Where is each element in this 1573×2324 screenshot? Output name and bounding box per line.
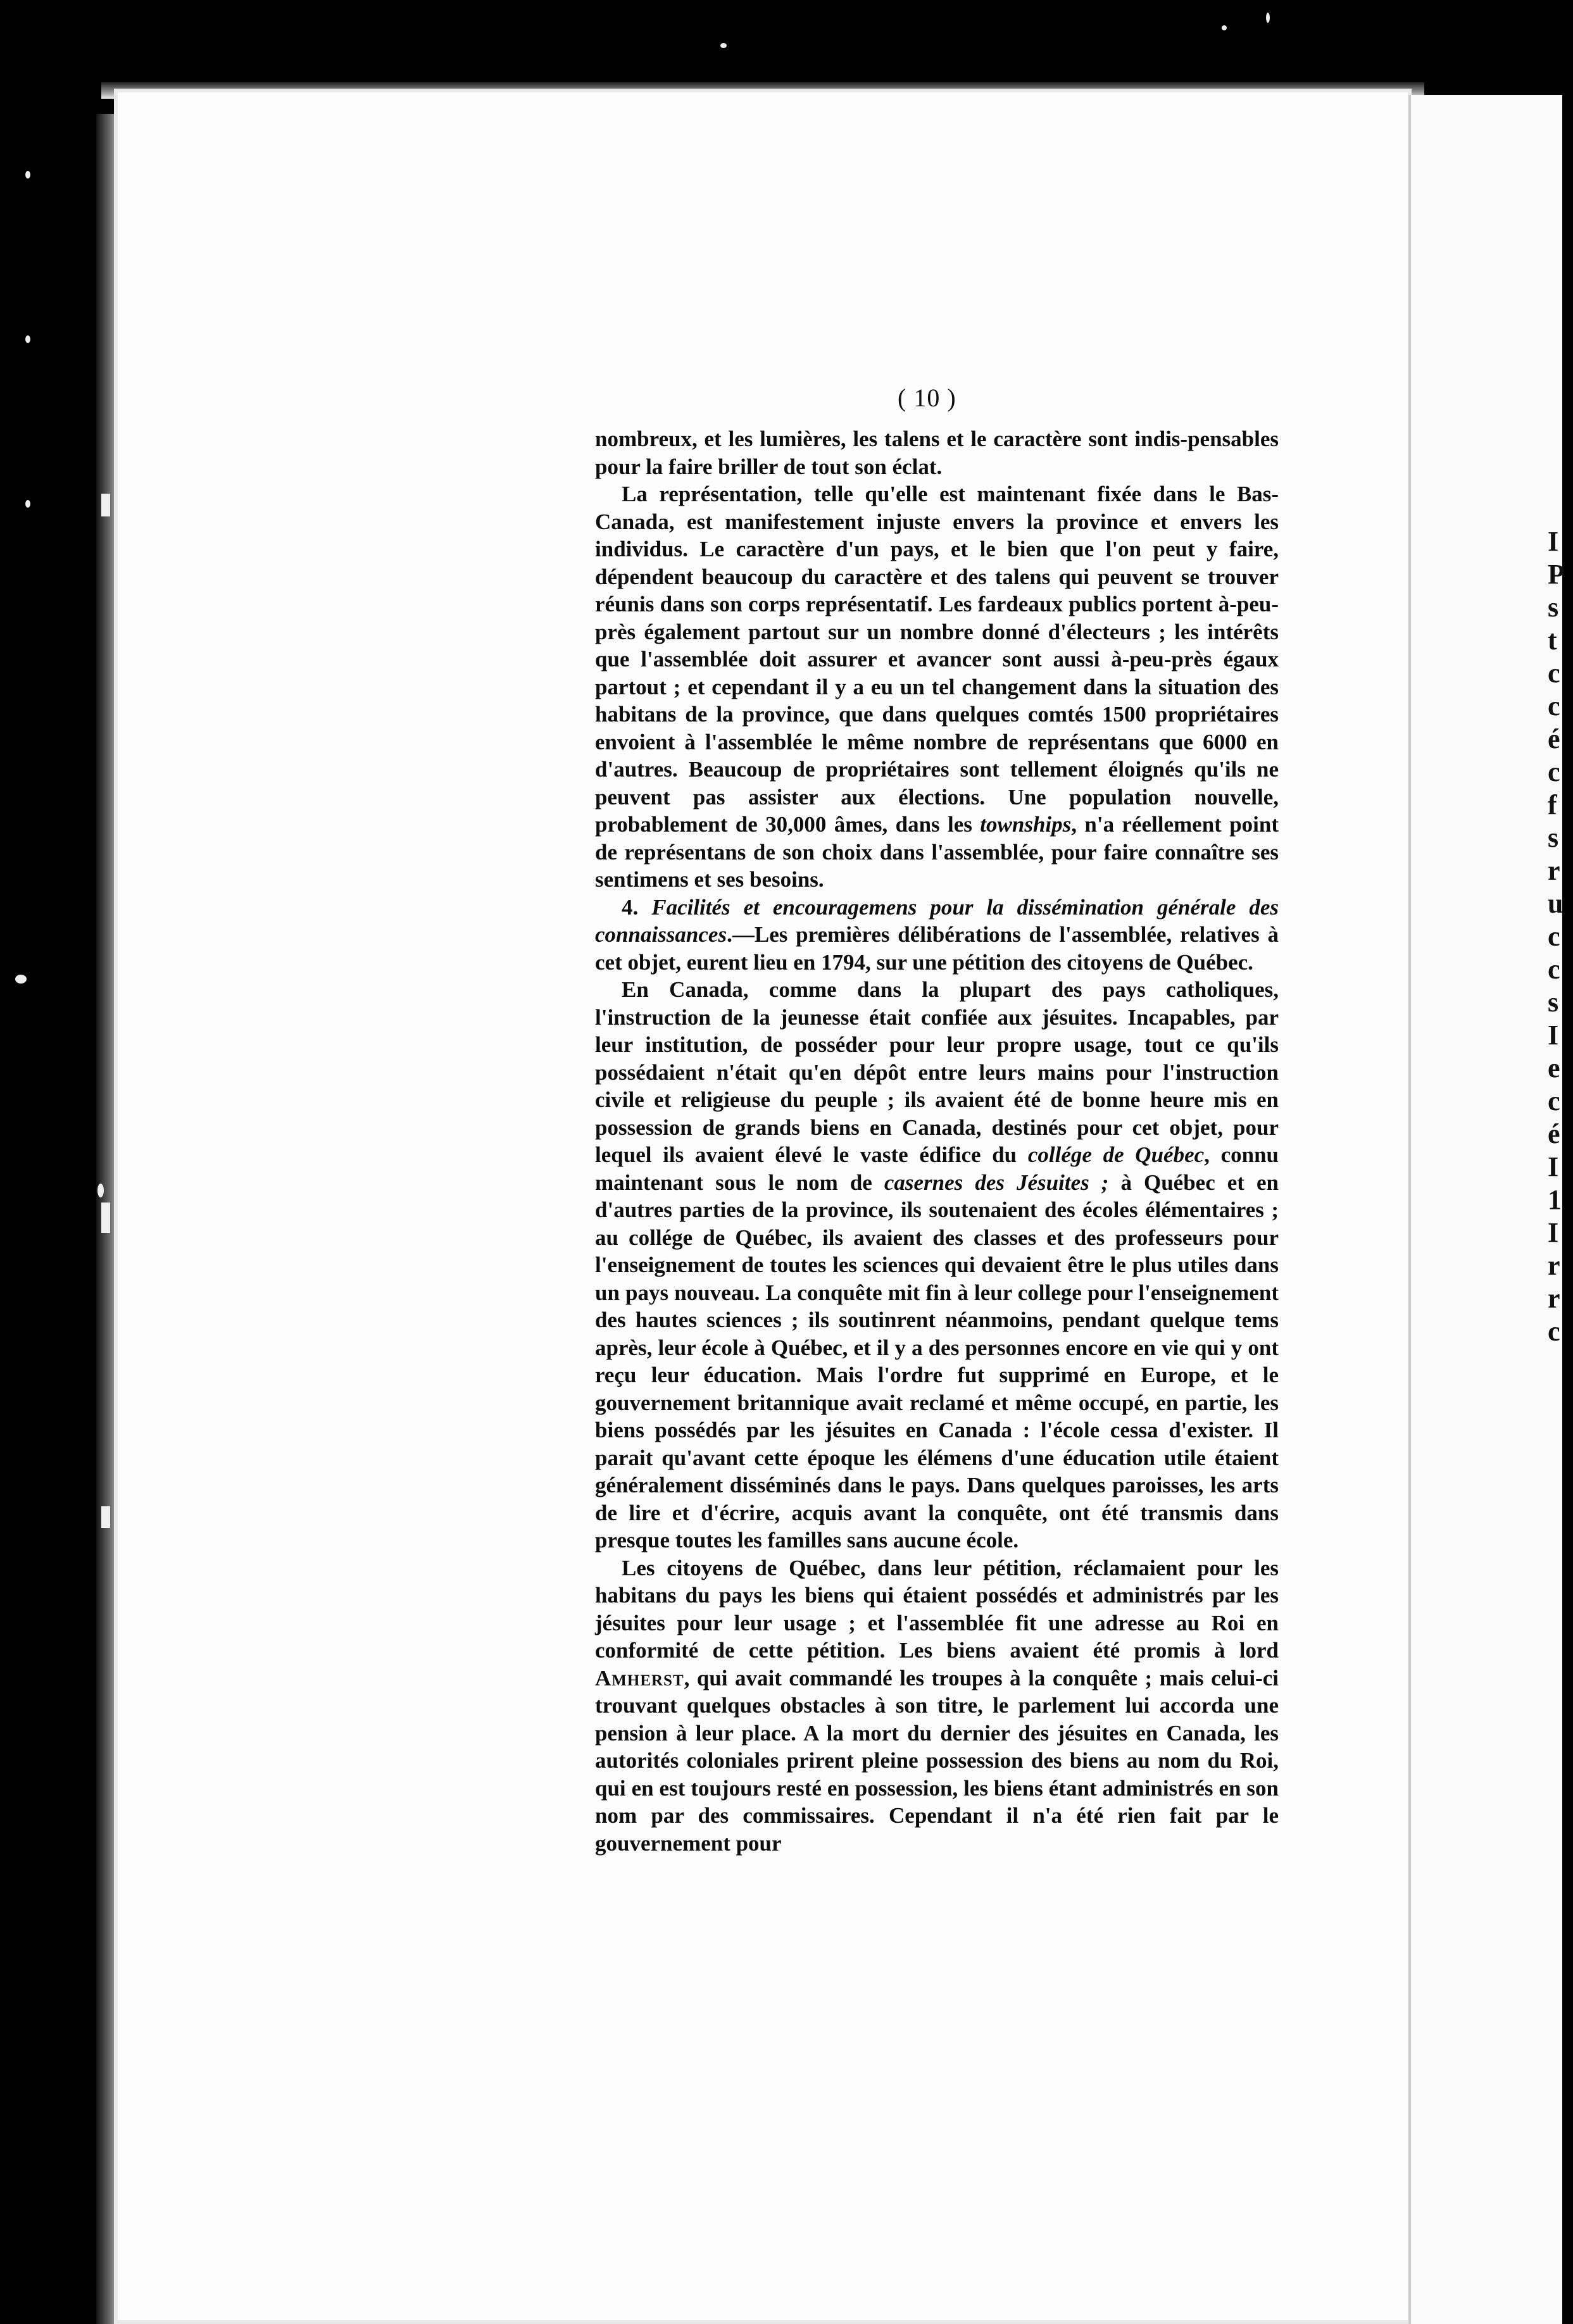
scan-speck [97, 1184, 104, 1197]
text-run: à Québec et en d'autres parties de la province, ils soutenaient des écoles élémentaires ; au collége de Québec, ils avaient des classes et des professeurs pour l'enseignement de toutes les sciences qui devaient être le plus utiles dans un pays nouveau. La conquête mit fin à leur college pour l'enseignement des hautes sciences ; ils soutinrent néanmoins, pendant quelque tems après, leur école à Québec, et il y a des personnes encore en vie qui y ont reçu leur éducation. Mais l'ordre fut supprimé en Europe, et le gouvernement britannique avait reclamé et même occupé, en partie, les biens possédés par les jésuites en Canada : l'école cessa d'exister. Il parait qu'avant cette époque les élémens d'une éducation utile étaient généralement disséminés dans le pays. Dans quelques paroisses, les arts de lire et d'écrire, acquis avant la conquête, ont été transmis dans presque toutes les familles sans aucune école. [595, 1170, 1279, 1552]
italic-text: Facilités et encouragemens pour la dissémination générale des connaissances [595, 894, 1279, 947]
scan-speck [25, 335, 30, 343]
text-run: La représentation, telle qu'elle est maintenant fixée dans le Bas-Canada, est manifestement injuste envers la province et envers les individus. Le caractère d'un pays, et le bien que l'on peut y faire, dépendent beaucoup du caractère et des talens qui peuvent se trouver réunis dans son corps représentatif. Les fardeaux publics portent à-peu-près également partout sur un nombre donné d'électeurs ; les intérêts que l'assemblée doit assurer et avancer sont aussi à-peu-près égaux partout ; et cependant il y a eu un tel changement dans la situation des habitans de la province, que dans quelques comtés 1500 propriétaires envoient à l'assemblée le même nombre de représentans que 6000 en d'autres. Beaucoup de propriétaires sont tellement éloignés qu'ils ne peuvent pas assister aux élections. Une population nouvelle, probablement de 30,000 âmes, dans les [595, 482, 1279, 837]
facing-page-edge [1408, 95, 1562, 2324]
text-run: , n'a réellement point de représentans de son choix dans l'assemblée, pour faire connaître ses sentimens et ses besoins. [595, 812, 1279, 892]
scan-speck [25, 500, 30, 508]
binding-mark [101, 1203, 110, 1233]
scan-speck [1266, 13, 1270, 23]
binding-mark [101, 1506, 110, 1528]
scan-speck [1222, 25, 1227, 30]
name-smallcaps: Amherst [595, 1665, 684, 1690]
scan-speck [720, 43, 727, 48]
scan-speck [25, 171, 30, 178]
text-run: 4. [622, 894, 652, 920]
binding-mark [101, 494, 110, 516]
facing-page-letters: I P s t c c é c f s r u c c s I e c é I 1 I r r c [1548, 526, 1564, 1347]
text-run: , connu maintenant sous le nom de [595, 1142, 1279, 1195]
italic-text: casernes des Jésuites ; [884, 1170, 1109, 1195]
paragraph [595, 480, 1279, 894]
paragraph [595, 976, 1279, 1554]
italic-text: collége de Québec [1027, 1142, 1205, 1167]
page-number: ( 10 ) [898, 384, 956, 412]
paragraph [595, 1554, 1279, 1858]
body-text [595, 425, 1279, 1857]
paragraph [595, 425, 1279, 480]
italic-text: townships [980, 812, 1072, 837]
text-run: .—Les premières délibérations de l'assemblée, relatives à cet objet, eurent lieu en 1794, sur une pétition des citoyens de Québec. [595, 922, 1279, 975]
paragraph [595, 894, 1279, 977]
text-run: En Canada, comme dans la plupart des pays catholiques, l'instruction de la jeunesse était confiée aux jésuites. Incapables, par leur institution, de posséder pour leur propre usage, tout ce qu'ils possédaient n'était qu'en dépôt entre leurs mains pour l'instruction civile et religieuse du peuple ; ils avaient été de bonne heure mis en possession de grands biens en Canada, destinés pour cet objet, pour lequel ils avaient élevé le vaste édifice du [595, 977, 1279, 1167]
text-run: Les citoyens de Québec, dans leur pétition, réclamaient pour les habitans du pays les biens qui étaient possédés et administrés par les jésuites pour leur usage ; et l'assemblée fit une adresse au Roi en conformité de cette pétition. Les biens avaient été promis à lord [595, 1555, 1279, 1663]
scan-speck [15, 975, 27, 984]
text-run: , qui avait commandé les troupes à la conquête ; mais celui-ci trouvant quelques obstacles à son titre, le parlement lui accorda une pension à leur place. A la mort du dernier des jésuites en Canada, les autorités coloniales prirent pleine possession des biens au nom du Roi, qui en est toujours resté en possession, les biens étant administrés en son nom par des commissaires. Cependant il n'a été rien fait par le gouvernement pour [595, 1665, 1279, 1856]
text-run: nombreux, et les lumières, les talens et le caractère sont indis-pensables pour la faire briller de tout son éclat. [595, 427, 1279, 479]
